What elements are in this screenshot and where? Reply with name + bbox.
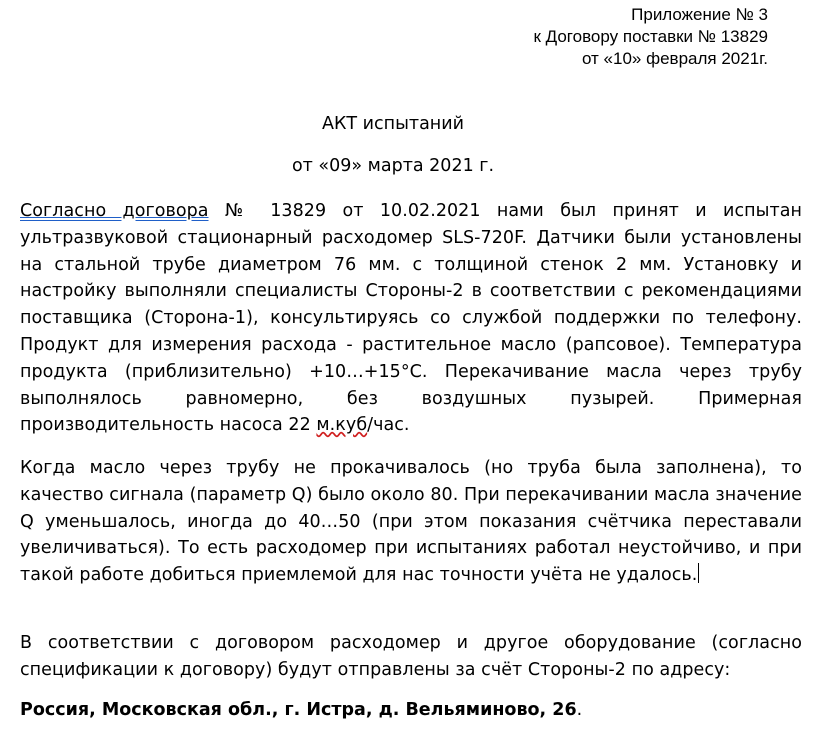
document-title: АКТ испытаний bbox=[321, 114, 464, 134]
paragraph-text: В соответствии с договором расходомер и другое оборудование (согласно спецификации к договору) будут отправлены за счёт Стороны-2 по адресу: bbox=[20, 633, 802, 680]
paragraph-return-shipping bbox=[20, 630, 802, 684]
paragraph-test-results bbox=[20, 455, 802, 589]
paragraph-text: Когда масло через трубу не прокачивалось (но труба была заполнена), то качество сигнала (параметр Q) было около 80. При перекачивании масла значение Q уменьшалось, иногда до 40…50 (при этом показания счётчика переставали увеличиваться). То есть расходомер при испытаниях работал неустойчиво, и при такой работе добиться приемлемой для нас точности учёта не удалось. bbox=[20, 458, 802, 586]
annex-contract-ref: к Договору поставки № 13829 bbox=[533, 27, 768, 46]
annex-number: Приложение № 3 bbox=[631, 5, 768, 24]
spelling-flagged-word[interactable]: м.куб bbox=[316, 415, 368, 436]
paragraph-text: № 13829 от 10.02.2021 нами был принят и испытан ультразвуковой стационарный расходомер SLS-720F. Датчики были установлены на стальной трубе диаметром 76 мм. с толщиной стенок 2 мм. Установку и настройку выполняли специалисты Стороны-2 в соответствии с рекомендациями поставщика (Сторона-1), консультируясь со службой поддержки по телефону. Продукт для измерения расхода - растительное масло (рапсовое). Температура продукта (приблизительно) +10…+15°С. Перекачивание масла через трубу выполнялось равномерно, без воздушных пузырей. Примерная производительность насоса 22 bbox=[20, 201, 802, 436]
address-period: . bbox=[576, 700, 583, 720]
document-date: от «09» марта 2021 г. bbox=[291, 156, 495, 176]
grammar-flagged-phrase[interactable]: Согласно договора bbox=[20, 201, 209, 221]
annex-date: от «10» февраля 2021г. bbox=[581, 49, 768, 68]
shipping-address bbox=[20, 700, 582, 720]
text-cursor bbox=[698, 563, 699, 583]
paragraph-test-conditions bbox=[20, 198, 802, 439]
annex-header bbox=[533, 4, 768, 70]
address-bold: Россия, Московская обл., г. Истра, д. Вельяминово, 26 bbox=[20, 700, 577, 720]
paragraph-text-end: /час. bbox=[367, 415, 410, 436]
